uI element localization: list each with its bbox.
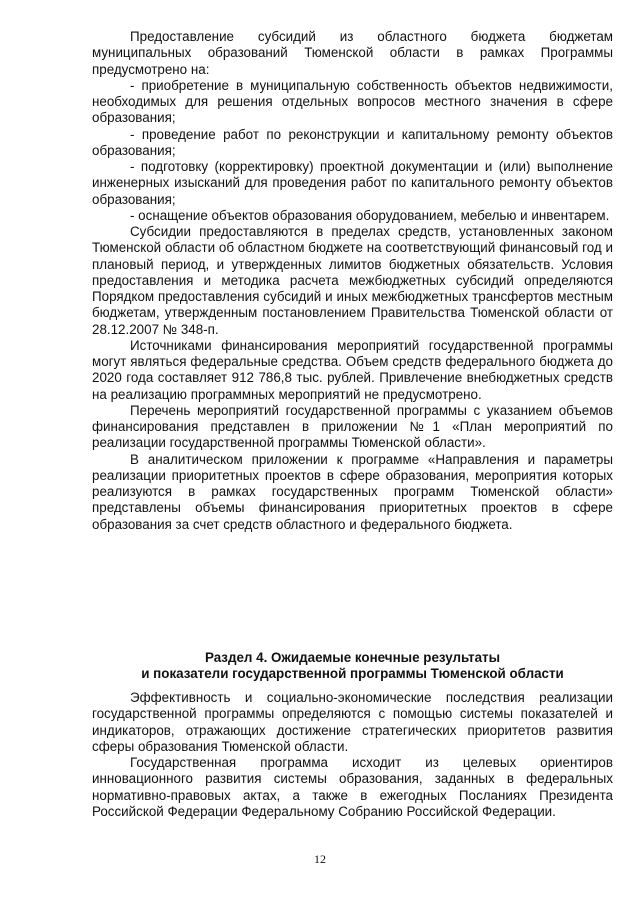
paragraph: Источниками финансирования мероприятий государственной программы могут являться федеральные средства. Объем средств федерального бюджета до 2020 года составляет 912 786,8 тыс. рублей. Привлечение внебюджетных средств на реализацию программных мероприятий не предусмотрено. xyxy=(92,337,613,402)
list-item: - проведение работ по реконструкции и капитальному ремонту объектов образования; xyxy=(92,126,613,158)
list-item: - оснащение объектов образования оборудованием, мебелью и инвентарем. xyxy=(130,207,610,223)
paragraph: Эффективность и социально-экономические последствия реализации государственной программы определяются с помощью системы показателей и индикаторов, отражающих достижение стратегических приоритетов развития сферы образования Тюменской области. xyxy=(92,690,613,754)
list-item: - подготовку (корректировку) проектной документации и (или) выполнение инженерных изысканий для проведения работ по капитального ремонту объектов образования; xyxy=(92,159,613,207)
section-heading-line-1: Раздел 4. Ожидаемые конечные результаты xyxy=(204,650,501,665)
paragraph: Перечень мероприятий государственной программы с указанием объемов финансирования представлен в приложении №1 «План мероприятий по реализации государственной программы Тюменской области». xyxy=(92,402,613,451)
paragraph: В аналитическом приложении к программе «Направления и параметры реализации приоритетных проектов в сфере образования, мероприятия которых реализуются в рамках государственных программ Тюменской области» представлены объемы финансирования приоритетных проектов в сфере образования за счет средств областного и федерального бюджета. xyxy=(92,451,613,532)
section-4-text xyxy=(92,690,613,820)
section-3-text xyxy=(92,29,613,533)
paragraph: Предоставление субсидий из областного бюджета бюджетам муниципальных образований Тюменской области в рамках Программы предусмотрено на: xyxy=(92,29,613,77)
section-heading xyxy=(92,650,613,683)
paragraph: Государственная программа исходит из целевых ориентиров инновационного развития системы образования, заданных в федеральных нормативно-правовых актах, а также в ежегодных Посланиях Президента Российской Федерации Федеральному Собранию Российской Федерации. xyxy=(92,755,613,819)
section-heading-line-2: и показатели государственной программы Тюменской области xyxy=(141,666,564,682)
paragraph: Субсидии предоставляются в пределах средств, установленных законом Тюменской области об областном бюджете на соответствующий финансовый год и плановый период, и утвержденных лимитов бюджетных обязательств. Условия предоставления и методика расчета межбюджетных субсидий определяются Порядком предоставления субсидий и иных межбюджетных трансфертов местным бюджетам, утвержденным постановлением Правительства Тюменской области от 28.12.2007 № 348-п. xyxy=(92,224,613,337)
page-number: 12 xyxy=(314,852,326,866)
list-item: - приобретение в муниципальную собственность объектов недвижимости, необходимых для решения отдельных вопросов местного значения в сфере образования; xyxy=(92,77,613,126)
